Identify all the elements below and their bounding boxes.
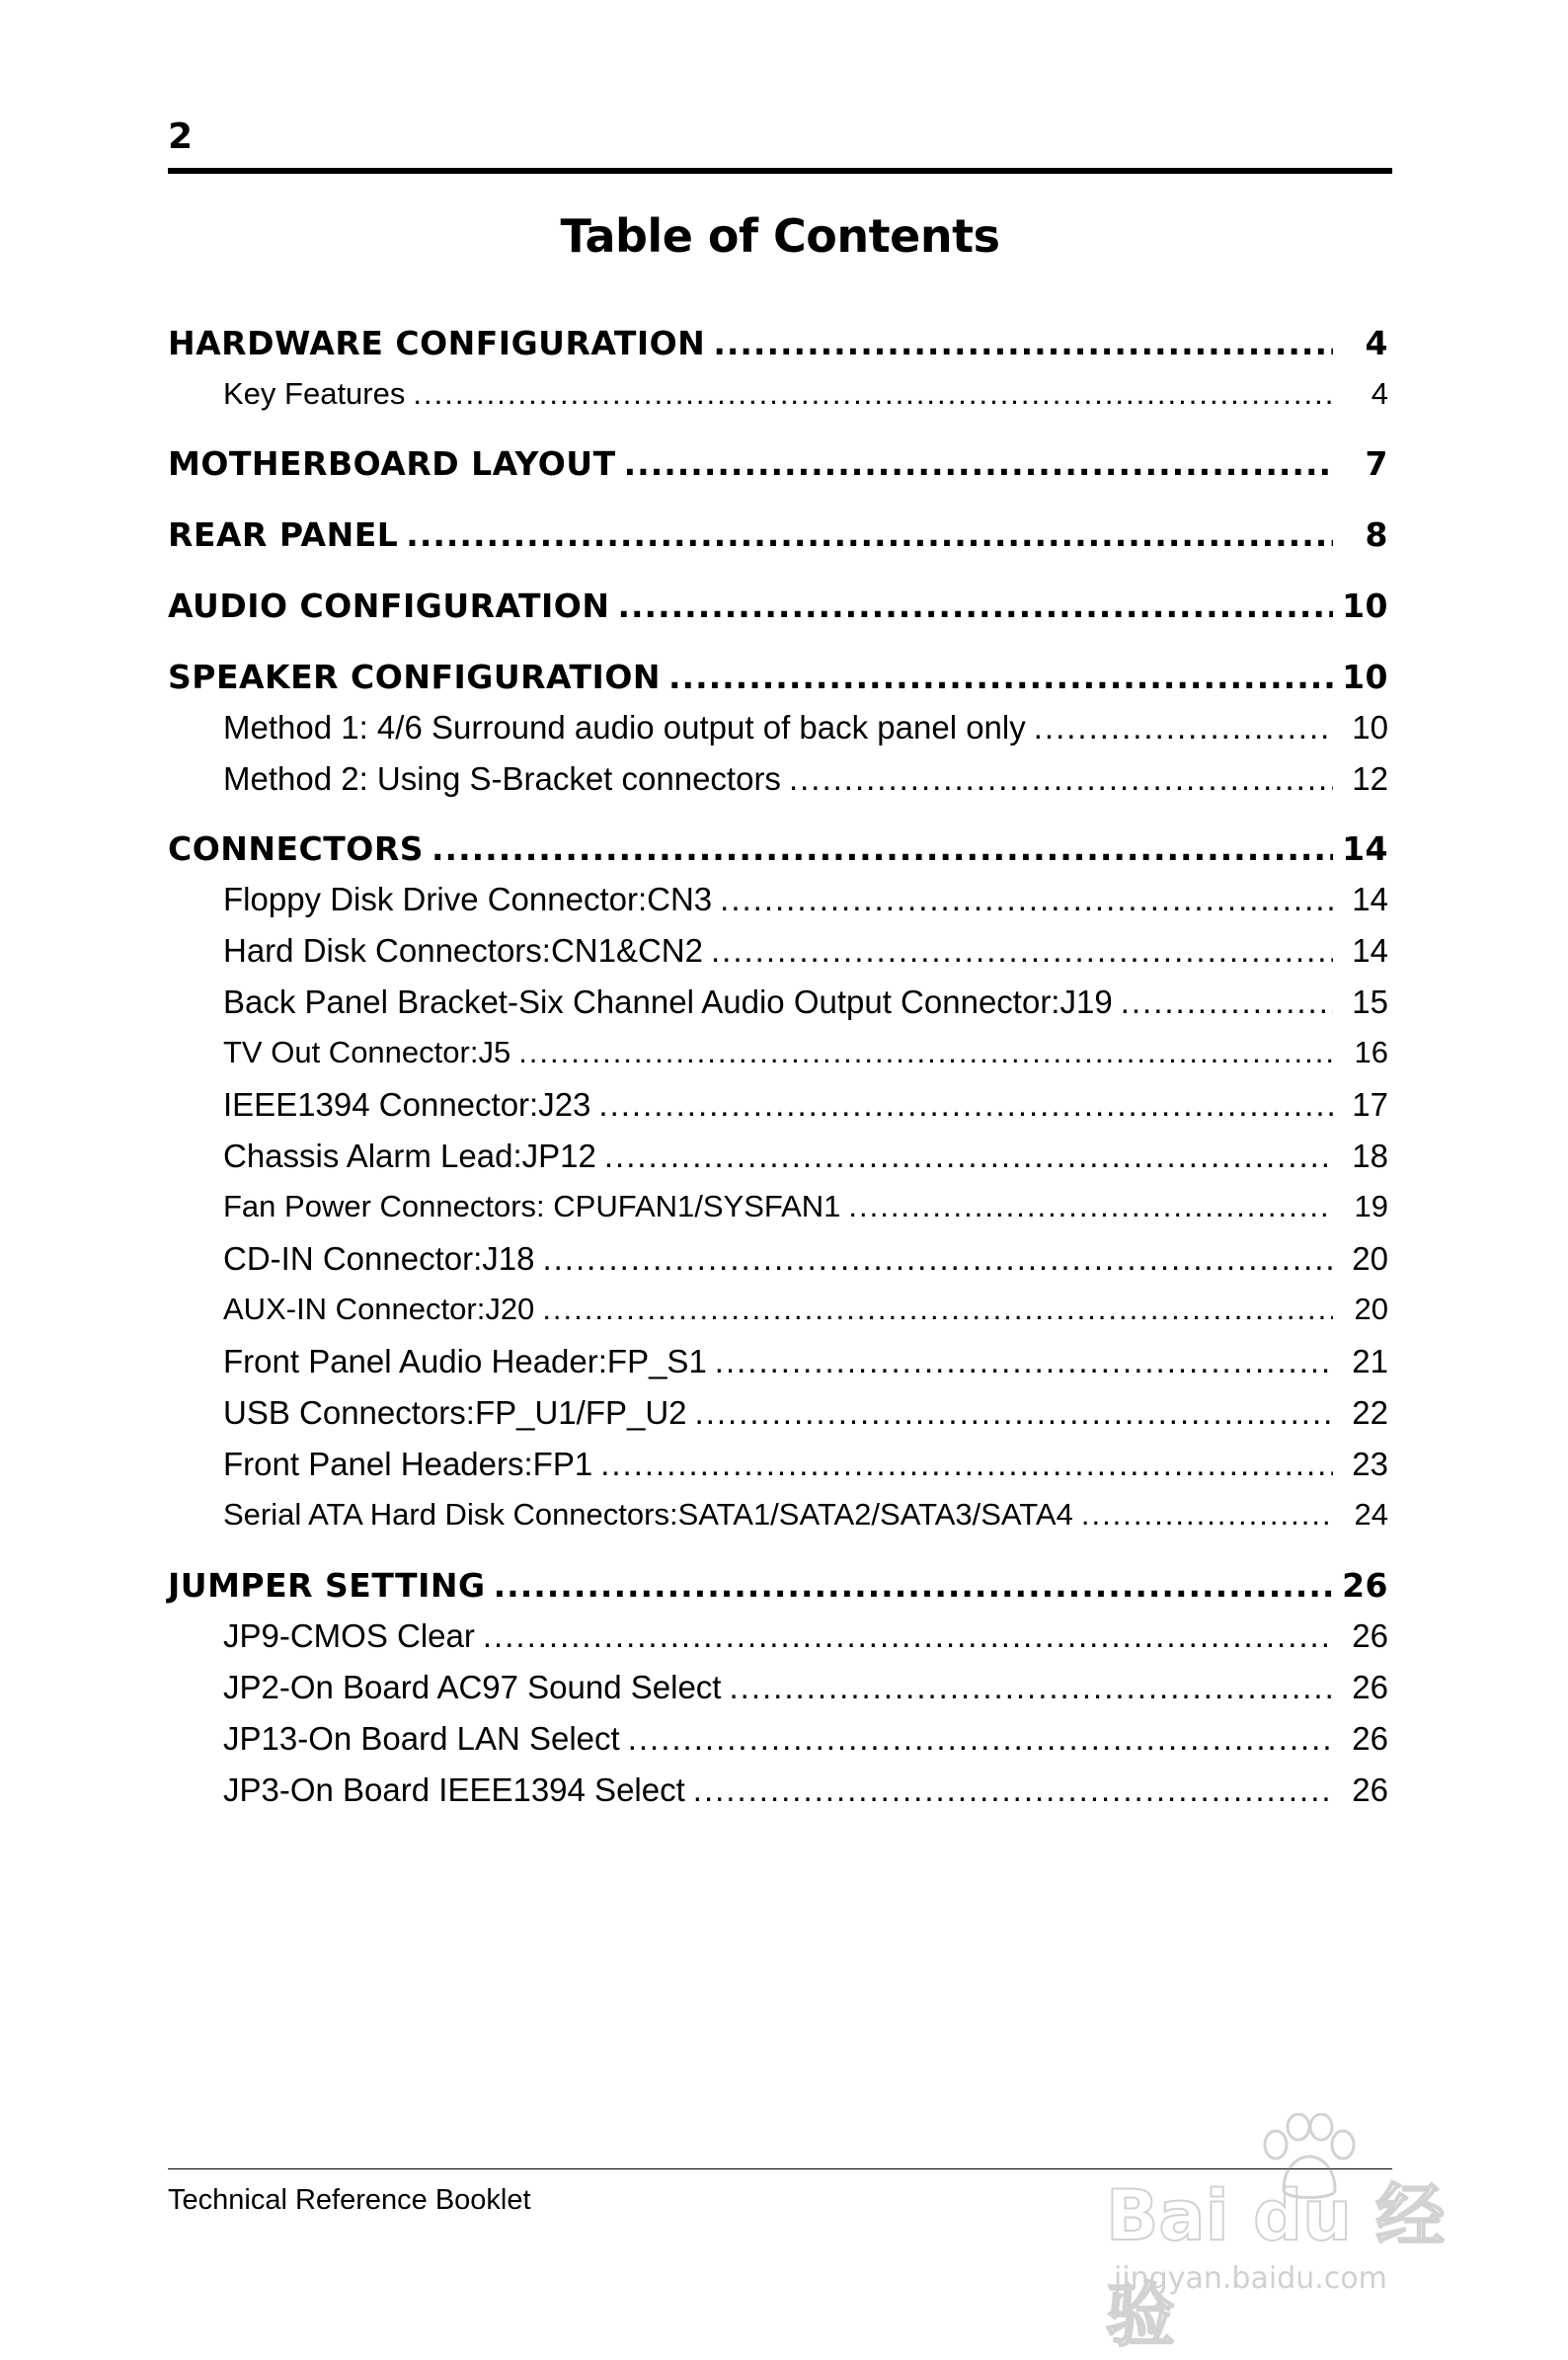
toc-entry-audio-configuration[interactable] bbox=[168, 587, 1392, 636]
toc-entry-page: 21 bbox=[1352, 1343, 1388, 1379]
toc-dot-leader bbox=[617, 587, 1333, 625]
toc-entry-label: Fan Power Connectors: CPUFAN1/SYSFAN1 bbox=[223, 1189, 841, 1223]
toc-entry-label: IEEE1394 Connector:J23 bbox=[223, 1086, 591, 1123]
toc-entry-speaker-configuration[interactable] bbox=[168, 658, 1392, 707]
toc-entry-label: Key Features bbox=[223, 376, 406, 411]
toc-dot-leader bbox=[693, 1771, 1333, 1809]
toc-entry-ieee1394-connector[interactable] bbox=[168, 1086, 1392, 1136]
toc-dot-leader bbox=[600, 1446, 1333, 1483]
toc-dot-leader bbox=[413, 376, 1333, 412]
toc-entry-label: JP2-On Board AC97 Sound Select bbox=[223, 1669, 722, 1705]
toc-entry-page: 14 bbox=[1352, 932, 1388, 969]
toc-entry-page: 10 bbox=[1342, 587, 1388, 625]
toc-entry-rear-panel[interactable] bbox=[168, 515, 1392, 565]
baidu-watermark bbox=[1106, 2113, 1471, 2356]
toc-entry-page: 12 bbox=[1352, 760, 1388, 797]
toc-dot-leader bbox=[431, 829, 1333, 868]
toc-dot-leader bbox=[406, 515, 1333, 554]
toc-entry-jumper-setting[interactable] bbox=[168, 1566, 1392, 1615]
toc-entry-page: 26 bbox=[1352, 1771, 1388, 1808]
toc-entry-page: 15 bbox=[1352, 983, 1388, 1020]
toc-entry-page: 22 bbox=[1352, 1394, 1388, 1431]
toc-entry-page: 26 bbox=[1352, 1669, 1388, 1705]
toc-entry-label: Serial ATA Hard Disk Connectors:SATA1/SATA2/SATA3/SATA4 bbox=[223, 1497, 1073, 1532]
header-rule bbox=[168, 168, 1392, 174]
toc-entry-page: 26 bbox=[1342, 1566, 1388, 1605]
toc-entry-tv-out-connector[interactable] bbox=[168, 1035, 1392, 1084]
watermark-logo: Bai du 经验 bbox=[1106, 2175, 1446, 2356]
toc-entry-label: Chassis Alarm Lead:JP12 bbox=[223, 1138, 596, 1174]
toc-entry-jp13-lan-select[interactable] bbox=[168, 1720, 1392, 1770]
toc-entry-aux-in-connector[interactable] bbox=[168, 1292, 1392, 1341]
toc-dot-leader bbox=[494, 1566, 1333, 1605]
toc-dot-leader bbox=[542, 1240, 1333, 1278]
toc-entry-page: 4 bbox=[1371, 376, 1388, 411]
toc-entry-jp9-cmos-clear[interactable] bbox=[168, 1617, 1392, 1667]
toc-entry-hardware-configuration[interactable] bbox=[168, 324, 1392, 373]
toc-entry-label: Hard Disk Connectors:CN1&CN2 bbox=[223, 932, 703, 969]
toc-entry-label: TV Out Connector:J5 bbox=[223, 1035, 511, 1069]
toc-entry-page: 20 bbox=[1354, 1292, 1388, 1326]
toc-entry-label: MOTHERBOARD LAYOUT bbox=[168, 444, 616, 483]
toc-entry-label: Method 1: 4/6 Surround audio output of back panel only bbox=[223, 709, 1026, 746]
toc-entry-usb-connectors[interactable] bbox=[168, 1394, 1392, 1444]
toc-entry-motherboard-layout[interactable] bbox=[168, 444, 1392, 494]
toc-entry-label: USB Connectors:FP_U1/FP_U2 bbox=[223, 1394, 687, 1431]
toc-entry-page: 26 bbox=[1352, 1617, 1388, 1654]
toc-dot-leader bbox=[1034, 709, 1333, 747]
toc-entry-label: CONNECTORS bbox=[168, 829, 425, 868]
toc-dot-leader bbox=[604, 1138, 1333, 1175]
toc-entry-page: 8 bbox=[1365, 515, 1388, 554]
toc-entry-page: 23 bbox=[1352, 1446, 1388, 1482]
toc-entry-front-panel-headers[interactable] bbox=[168, 1446, 1392, 1495]
toc-dot-leader bbox=[789, 760, 1333, 798]
toc-entry-front-panel-audio-header[interactable] bbox=[168, 1343, 1392, 1392]
page-title: Table of Contents bbox=[560, 209, 1000, 263]
toc-entry-chassis-alarm-lead[interactable] bbox=[168, 1138, 1392, 1187]
toc-entry-label: AUDIO CONFIGURATION bbox=[168, 587, 610, 625]
toc-entry-hard-disk-connectors[interactable] bbox=[168, 932, 1392, 982]
toc-entry-label: Front Panel Audio Header:FP_S1 bbox=[223, 1343, 707, 1379]
toc-entry-fan-power-connectors[interactable] bbox=[168, 1189, 1392, 1238]
toc-entry-cd-in-connector[interactable] bbox=[168, 1240, 1392, 1290]
toc-entry-label: JP13-On Board LAN Select bbox=[223, 1720, 620, 1757]
toc-entry-label: REAR PANEL bbox=[168, 515, 399, 554]
toc-entry-page: 7 bbox=[1365, 444, 1388, 483]
toc-entry-method-2[interactable] bbox=[168, 760, 1392, 810]
toc-entry-page: 10 bbox=[1342, 658, 1388, 696]
toc-dot-leader bbox=[715, 1343, 1333, 1380]
toc-entry-page: 10 bbox=[1352, 709, 1388, 746]
toc-dot-leader bbox=[695, 1394, 1333, 1432]
toc-entry-page: 14 bbox=[1342, 829, 1388, 868]
toc-entry-label: Front Panel Headers:FP1 bbox=[223, 1446, 593, 1482]
toc-entry-label: Method 2: Using S-Bracket connectors bbox=[223, 760, 781, 797]
toc-dot-leader bbox=[542, 1292, 1333, 1327]
toc-dot-leader bbox=[720, 881, 1333, 918]
toc-entry-label: SPEAKER CONFIGURATION bbox=[168, 658, 661, 696]
toc-entry-label: JUMPER SETTING bbox=[168, 1566, 486, 1605]
toc-dot-leader bbox=[598, 1086, 1333, 1124]
toc-dot-leader bbox=[518, 1035, 1333, 1070]
toc-entry-jp2-ac97-sound-select[interactable] bbox=[168, 1669, 1392, 1718]
footer-text: Technical Reference Booklet bbox=[168, 2184, 531, 2216]
toc-entry-page: 4 bbox=[1365, 324, 1388, 362]
toc-dot-leader bbox=[848, 1189, 1333, 1224]
toc-entry-page: 24 bbox=[1354, 1497, 1388, 1532]
page-number: 2 bbox=[168, 117, 194, 157]
toc-dot-leader bbox=[711, 932, 1333, 970]
toc-dot-leader bbox=[713, 324, 1333, 362]
toc-entry-page: 20 bbox=[1352, 1240, 1388, 1277]
toc-dot-leader bbox=[1081, 1497, 1333, 1533]
toc-entry-label: JP3-On Board IEEE1394 Select bbox=[223, 1771, 685, 1808]
toc-dot-leader bbox=[624, 444, 1333, 483]
toc-entry-jp3-ieee1394-select[interactable] bbox=[168, 1771, 1392, 1821]
toc-entry-serial-ata-connectors[interactable] bbox=[168, 1497, 1392, 1546]
toc-entry-page: 26 bbox=[1352, 1720, 1388, 1757]
toc-dot-leader bbox=[729, 1669, 1333, 1706]
watermark-url: jingyan.baidu.com bbox=[1114, 2261, 1387, 2296]
toc-entry-label: Floppy Disk Drive Connector:CN3 bbox=[223, 881, 713, 917]
toc-entry-label: CD-IN Connector:J18 bbox=[223, 1240, 535, 1277]
toc-entry-label: Back Panel Bracket-Six Channel Audio Output Connector:J19 bbox=[223, 983, 1113, 1020]
toc-entry-label: AUX-IN Connector:J20 bbox=[223, 1292, 535, 1326]
toc-entry-connectors[interactable] bbox=[168, 829, 1392, 879]
toc-entry-page: 18 bbox=[1352, 1138, 1388, 1174]
toc-dot-leader bbox=[628, 1720, 1333, 1758]
toc-entry-page: 16 bbox=[1354, 1035, 1388, 1069]
toc-entry-label: HARDWARE CONFIGURATION bbox=[168, 324, 706, 362]
toc-entry-label: JP9-CMOS Clear bbox=[223, 1617, 475, 1654]
toc-entry-page: 17 bbox=[1352, 1086, 1388, 1123]
toc-entry-audio-output-connector[interactable] bbox=[168, 983, 1392, 1033]
toc-entry-floppy-connector[interactable] bbox=[168, 881, 1392, 930]
toc-entry-method-1[interactable] bbox=[168, 709, 1392, 758]
toc-dot-leader bbox=[668, 658, 1333, 696]
toc-dot-leader bbox=[483, 1617, 1333, 1655]
toc-entry-page: 19 bbox=[1354, 1189, 1388, 1223]
toc-entry-page: 14 bbox=[1352, 881, 1388, 917]
toc-entry-key-features[interactable] bbox=[168, 376, 1392, 426]
toc-dot-leader bbox=[1121, 983, 1333, 1021]
